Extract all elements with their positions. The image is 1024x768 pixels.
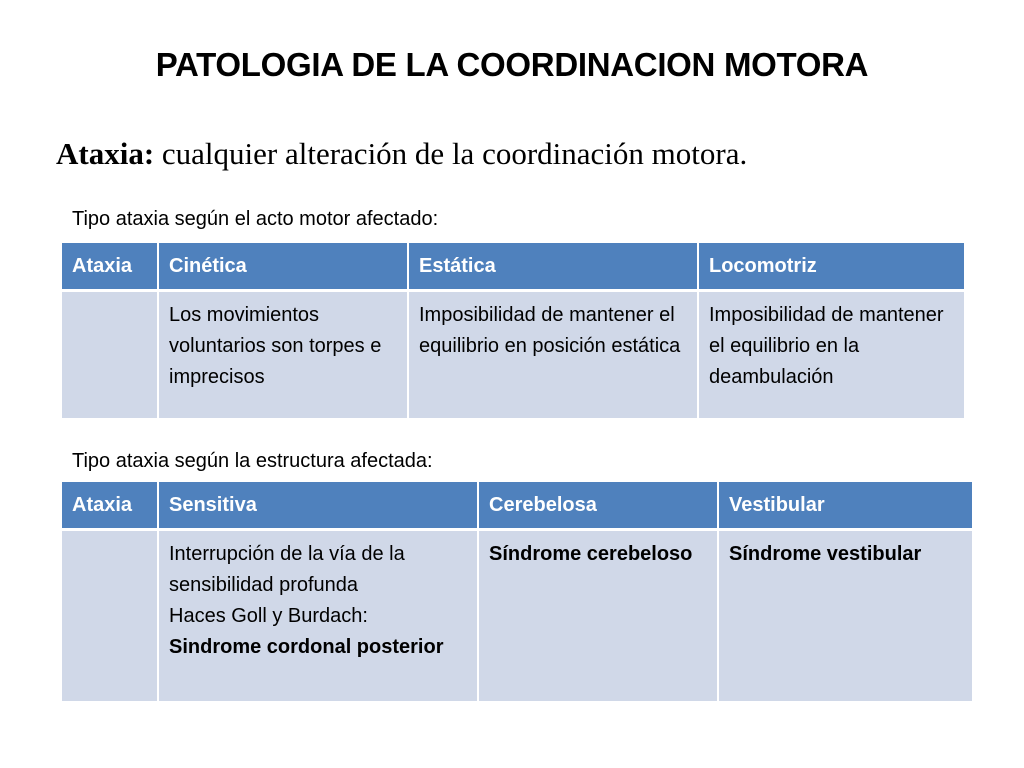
table-cell: Síndrome cerebeloso xyxy=(478,530,718,702)
ataxia-definition xyxy=(56,136,747,172)
slide-title: PATOLOGIA DE LA COORDINACION MOTORA xyxy=(155,46,869,83)
table-header-row xyxy=(61,481,973,530)
header-cell: Cerebelosa xyxy=(478,481,718,530)
table-row xyxy=(61,291,965,419)
sensitiva-description: Interrupción de la vía de la sensibilidad profunda xyxy=(169,543,405,596)
sensitiva-syndrome: Sindrome cordonal posterior xyxy=(169,636,444,658)
table-cell xyxy=(61,291,158,419)
header-cell: Estática xyxy=(408,242,698,291)
table1-caption: Tipo ataxia según el acto motor afectado: xyxy=(72,208,439,230)
motor-act-table xyxy=(60,241,966,420)
table-cell xyxy=(61,530,158,702)
table-cell: Imposibilidad de mantener el equilibrio en posición estática xyxy=(408,291,698,419)
table-cell xyxy=(158,530,478,702)
header-cell: Vestibular xyxy=(718,481,973,530)
table-row xyxy=(61,530,973,702)
header-cell: Cinética xyxy=(158,242,408,291)
table-header-row xyxy=(61,242,965,291)
sensitiva-tracts: Haces Goll y Burdach: xyxy=(169,605,368,627)
table-cell: Imposibilidad de mantener el equilibrio en la deambulación xyxy=(698,291,965,419)
header-cell: Ataxia xyxy=(61,242,158,291)
header-cell: Ataxia xyxy=(61,481,158,530)
table-cell: Los movimientos voluntarios son torpes e imprecisos xyxy=(158,291,408,419)
header-cell: Locomotriz xyxy=(698,242,965,291)
structure-table xyxy=(60,480,974,703)
header-cell: Sensitiva xyxy=(158,481,478,530)
table-cell: Síndrome vestibular xyxy=(718,530,973,702)
definition-text: cualquier alteración de la coordinación motora. xyxy=(154,136,748,171)
definition-term: Ataxia: xyxy=(56,136,155,171)
table2-caption: Tipo ataxia según la estructura afectada: xyxy=(72,450,433,472)
